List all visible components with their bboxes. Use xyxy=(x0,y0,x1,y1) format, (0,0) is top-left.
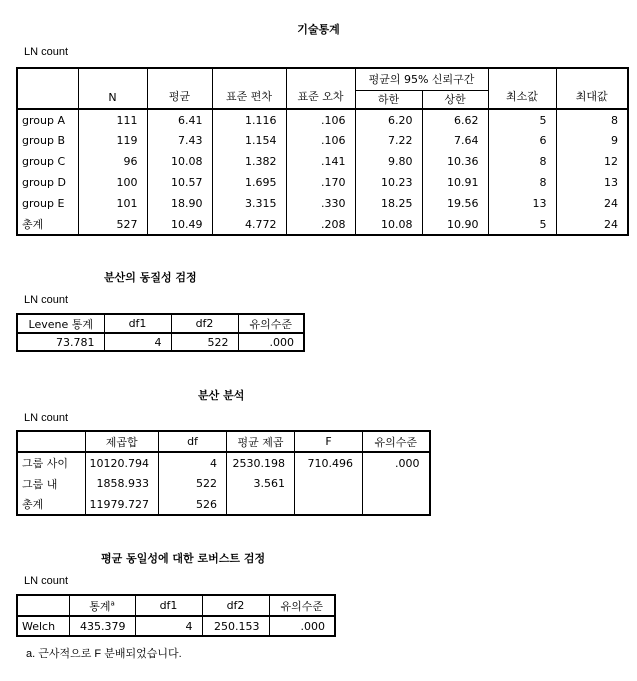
table-cell: 710.496 xyxy=(295,452,363,473)
levene-sig: .000 xyxy=(269,335,294,349)
welch-header-sig: 유의수준 xyxy=(269,595,335,616)
levene-df2: 522 xyxy=(171,333,238,351)
table-cell: .106 xyxy=(286,130,355,151)
table-cell: 10.36 xyxy=(422,151,488,172)
table-cell: .170 xyxy=(286,172,355,193)
welch-stat: 435.379 xyxy=(69,616,135,636)
anova-header-ss: 제곱합 xyxy=(85,431,159,452)
welch-sig: .000 xyxy=(300,619,325,633)
anova-corner xyxy=(17,431,85,452)
table-cell: 6.62 xyxy=(422,109,488,130)
anova-header-f: F xyxy=(295,431,363,452)
welch-table xyxy=(16,594,336,637)
table-row xyxy=(17,214,628,235)
row-label: group A xyxy=(17,109,78,130)
header-se: 표준 오차 xyxy=(286,68,355,109)
levene-df1: 4 xyxy=(104,333,171,351)
anova-title: 분산 분석 xyxy=(198,389,245,402)
table-cell: 8 xyxy=(488,172,556,193)
table-cell: 9 xyxy=(611,134,618,147)
table-cell: 6.41 xyxy=(147,109,212,130)
header-mean: 평균 xyxy=(147,68,212,109)
table-cell: 24 xyxy=(604,217,618,231)
table-cell: 1.695 xyxy=(212,172,286,193)
table-cell: 18.25 xyxy=(355,193,422,214)
levene-stat: 73.781 xyxy=(17,333,104,351)
table-row xyxy=(17,151,628,172)
levene-header-df2: df2 xyxy=(171,314,238,333)
table-cell xyxy=(363,494,430,515)
row-label: 총계 xyxy=(17,214,78,235)
welch-corner xyxy=(17,595,69,616)
table-cell: 8 xyxy=(611,113,618,127)
levene-table xyxy=(16,313,305,352)
table-row xyxy=(17,473,430,494)
row-label: group E xyxy=(17,193,78,214)
table-cell: 1.382 xyxy=(212,151,286,172)
table-cell: 10.08 xyxy=(147,151,212,172)
table-cell: .000 xyxy=(395,456,420,470)
table-row xyxy=(17,172,628,193)
table-cell: 522 xyxy=(159,473,227,494)
header-n: N xyxy=(78,68,147,109)
table-cell: 1.116 xyxy=(212,109,286,130)
table-cell: 96 xyxy=(78,151,147,172)
anova-header-sig: 유의수준 xyxy=(363,431,430,452)
table-cell: 2530.198 xyxy=(227,452,295,473)
table-cell: 10.91 xyxy=(422,172,488,193)
levene-header-stat: Levene 통계 xyxy=(17,314,104,333)
levene-caption: LN count xyxy=(24,294,69,306)
table-cell: 4 xyxy=(159,452,227,473)
table-cell: .141 xyxy=(286,151,355,172)
table-cell: 5 xyxy=(488,214,556,235)
table-cell: 1858.933 xyxy=(85,473,159,494)
table-cell: 6.20 xyxy=(355,109,422,130)
anova-caption: LN count xyxy=(24,412,69,424)
levene-title: 분산의 동질성 검정 xyxy=(104,271,197,284)
table-cell: 9.80 xyxy=(355,151,422,172)
table-cell: 119 xyxy=(78,130,147,151)
table-cell: 7.22 xyxy=(355,130,422,151)
header-ci-upper: 상한 xyxy=(422,90,488,109)
header-ci: 평균의 95% 신뢰구간 xyxy=(355,68,488,90)
welch-header-sup: a xyxy=(110,598,115,607)
table-row xyxy=(17,494,430,515)
table-cell: .208 xyxy=(286,214,355,235)
table-cell: 12 xyxy=(604,155,618,168)
table-cell: 5 xyxy=(488,109,556,130)
desc-title: 기술통계 xyxy=(297,23,340,36)
row-label: 그룹 사이 xyxy=(17,452,85,473)
table-cell: 10120.794 xyxy=(85,452,159,473)
row-label: 그룹 내 xyxy=(17,473,85,494)
header-ci-lower: 하한 xyxy=(355,90,422,109)
table-cell: 3.561 xyxy=(227,473,295,494)
anova-table xyxy=(16,430,431,516)
welch-df2: 250.153 xyxy=(202,616,269,636)
header-sd: 표준 편차 xyxy=(212,68,286,109)
table-cell: 24 xyxy=(604,197,618,210)
table-cell: 10.57 xyxy=(147,172,212,193)
welch-df1: 4 xyxy=(135,616,202,636)
table-cell xyxy=(363,473,430,494)
table-cell: 101 xyxy=(78,193,147,214)
table-cell: .106 xyxy=(286,109,355,130)
table-cell: 13 xyxy=(604,176,618,189)
table-cell: 18.90 xyxy=(147,193,212,214)
welch-header-df1: df1 xyxy=(135,595,202,616)
table-cell xyxy=(227,494,295,515)
table-cell: 100 xyxy=(78,172,147,193)
levene-header-df1: df1 xyxy=(104,314,171,333)
table-cell: 10.23 xyxy=(355,172,422,193)
table-cell: .330 xyxy=(286,193,355,214)
table-row xyxy=(17,130,628,151)
table-cell: 10.49 xyxy=(147,214,212,235)
table-cell: 526 xyxy=(159,494,227,515)
table-cell: 13 xyxy=(488,193,556,214)
welch-title: 평균 동일성에 대한 로버스트 검정 xyxy=(101,552,266,565)
table-cell: 3.315 xyxy=(212,193,286,214)
table-cell: 19.56 xyxy=(422,193,488,214)
table-cell: 527 xyxy=(78,214,147,235)
welch-header-stat xyxy=(69,595,135,616)
descriptives-table xyxy=(16,67,629,236)
welch-caption: LN count xyxy=(24,575,69,587)
desc-caption: LN count xyxy=(24,46,69,58)
table-cell: 11979.727 xyxy=(85,494,159,515)
table-cell: 1.154 xyxy=(212,130,286,151)
anova-header-df: df xyxy=(159,431,227,452)
row-label: group D xyxy=(17,172,78,193)
table-cell: 8 xyxy=(488,151,556,172)
row-label: group C xyxy=(17,151,78,172)
row-label: 총계 xyxy=(17,494,85,515)
welch-header-stat-label: 통계 xyxy=(89,599,111,613)
table-row xyxy=(17,193,628,214)
header-max: 최대값 xyxy=(556,68,628,109)
welch-footnote: a. 근사적으로 F 분배되었습니다. xyxy=(26,648,182,660)
desc-corner xyxy=(17,68,78,109)
table-cell: 6 xyxy=(488,130,556,151)
levene-header-sig: 유의수준 xyxy=(238,314,304,333)
row-label: group B xyxy=(17,130,78,151)
table-row xyxy=(17,452,430,473)
table-row xyxy=(17,109,628,130)
header-min: 최소값 xyxy=(488,68,556,109)
table-cell: 111 xyxy=(78,109,147,130)
table-cell: 10.90 xyxy=(422,214,488,235)
anova-header-ms: 평균 제곱 xyxy=(227,431,295,452)
table-cell: 4.772 xyxy=(212,214,286,235)
welch-header-df2: df2 xyxy=(202,595,269,616)
table-cell xyxy=(295,473,363,494)
table-cell: 7.64 xyxy=(422,130,488,151)
welch-row-label: Welch xyxy=(17,616,69,636)
table-cell xyxy=(295,494,363,515)
table-cell: 7.43 xyxy=(147,130,212,151)
table-cell: 10.08 xyxy=(355,214,422,235)
